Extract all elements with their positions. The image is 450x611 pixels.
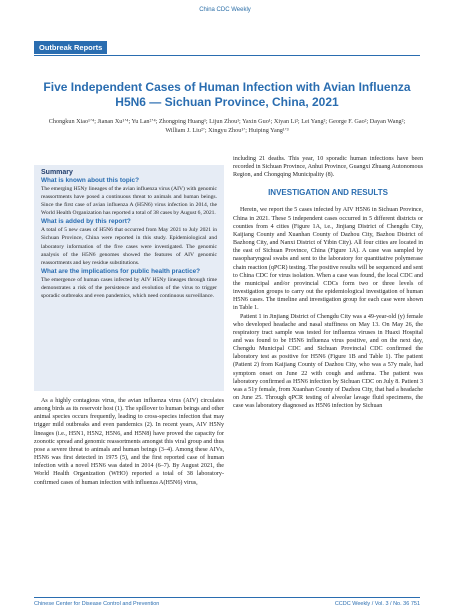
journal-name: China CDC Weekly [199, 7, 251, 13]
left-column [34, 397, 224, 487]
article-title: Five Independent Cases of Human Infection with Avian Influenza H5N6 — Sichuan Province, China, 2021 [43, 80, 411, 109]
results-paragraph-2: Patient 1 in Jinjiang District of Chengdu City was a 49-year-old (y) female who developed headache and nasal stuffiness on May 13. On May 26, the respiratory tract sample was tested for influenza viruses in Huaxi Hospital and was found to be H5N6 influenza virus positive, and on the next day, Chengdu Municipal CDC and Sichuan Provincial CDC confirmed the laboratory test as positive for H5N6 (Figure 1B and Table 1). The patient (Patient 2) from Kaijiang County of Dazhou City, who was a 57y male, had symptom onset on June 22 with cough and asthma. The patient was laboratory confirmed as H5N6 infection by Sichuan CDC on July 8. Patient 3 was a 51y female, from Xuanhan County of Dazhou City, that had a headache on June 25. Through qPCR testing of alveolar lavage fluid specimens, the case was laboratory diagnosed as H5N6 infection by Sichuan [233, 313, 423, 410]
summary-question-known: What is known about this topic? [41, 177, 139, 184]
right-column [233, 155, 423, 410]
footer-citation: CCDC Weekly / Vol. 3 / No. 36 751 [334, 601, 420, 607]
section-heading: INVESTIGATION AND RESULTS [268, 188, 388, 198]
summary-box [34, 165, 224, 391]
summary-answer-added: A total of 5 new cases of H5N6 that occurred from May 2021 to July 2021 in Sichuan Province, China were reported in this study. Epidemiological and laboratory information of the five cases were investigated. The genomic analysis of the H5N6 genomes showed the features of AIV genomic reassortments and key residue substitutions. [41, 227, 217, 266]
intro-paragraph: As a highly contagious virus, the avian influenza virus (AIV) circulates among birds as its reservoir host (1). The spillover to human beings and other animal species occurs frequently, leading to cross-species infection that may trigger mild outbreaks and even pandemics (2). In recent years, AIV H5Ny lineages (i.e., H5N1, H5N2, H5N6, and H5N8) have proved the capacity for zoonotic spread and genomic reassortments amongst this viral group and thus pose a severe threat to animals and human beings (3–4). Among these AIVs, H5N6 was first detected in 1975 (5), and the first reported case of human infection with a novel H5N6 was dated in 2014 (6–7). By August 2021, the World Health Organization (WHO) reported a total of 38 laboratory-confirmed cases of human infection with influenza A(H5N6) virus, [34, 398, 224, 486]
page-header [0, 0, 450, 22]
summary-answer-implications: The emergence of human cases infected by AIV H5Ny lineages through time demonstrates a risk of the persistence and evolution of the virus to trigger sporadic outbreaks and even pandemics, which need continuous surveillance. [41, 276, 217, 300]
section-badge: Outbreak Reports [34, 41, 107, 54]
footer-rule [34, 597, 420, 598]
summary-heading: Summary [41, 169, 73, 176]
summary-question-implications: What are the implications for public health practice? [41, 267, 201, 275]
intro-continuation: including 21 deaths. This year, 10 sporadic human infections have been recorded in Sichuan Province, Anhui Province, Guangxi Zhuang Autonomous Region, and Chongqing Municipality (8). [233, 156, 423, 179]
summary-answer-known: The emerging H5Ny lineages of the avian influenza virus (AIV) with genomic reassortments have posed a continuous threat to animals and human beings. Since the first case of avian influenza A (H5N6) virus infection in 2014, the World Health Organization has reported a total of 38 cases by August 6, 2021. [41, 186, 217, 217]
results-paragraph-1: Herein, we report the 5 cases infected by AIV H5N6 in Sichuan Province, China in 2021. These 5 independent cases occurred in 5 different districts or counties from 4 cities (Figure 1A, i.e., Jinjiang District of Chengdu City, Kaijiang County and Xuanhan County of Dazhou City, Bazhou District of Bazhong City, and Nanxi District of Yibin City). All four cities are located in the east of Sichuan Province, China (Figure 1A). A case was sampled by nasopharyngeal swabs and sent to the laboratory for quantitative polymerase chain reaction (qPCR) testing. The positive results will be sequenced and sent to China CDC for virus isolation. When a case was found, the local CDC and the municipal and/or provincial CDCs form two or three levels of investigation groups to carry out the epidemiological investigation of human H5N6 cases. The timeline and investigation group for each case were shown in Table 1. [233, 207, 423, 312]
summary-question-added: What is added by this report? [41, 218, 131, 226]
footer-publisher: Chinese Center for Disease Control and Prevention [34, 601, 160, 607]
author-list: Chongkun Xiao¹’⁴; Jianan Xu¹’⁴; Yu Lan²’⁴; Zhongping Huang¹; Lijun Zhou¹; Yaxin Guo¹; Xiyan Li²; Lei Yang²; George F. Gao²; Dayan Wang²; William J. Liu²’; Xingyu Zhou¹’; Huiping Yang¹’³ [48, 118, 406, 134]
header-rule [34, 55, 420, 56]
